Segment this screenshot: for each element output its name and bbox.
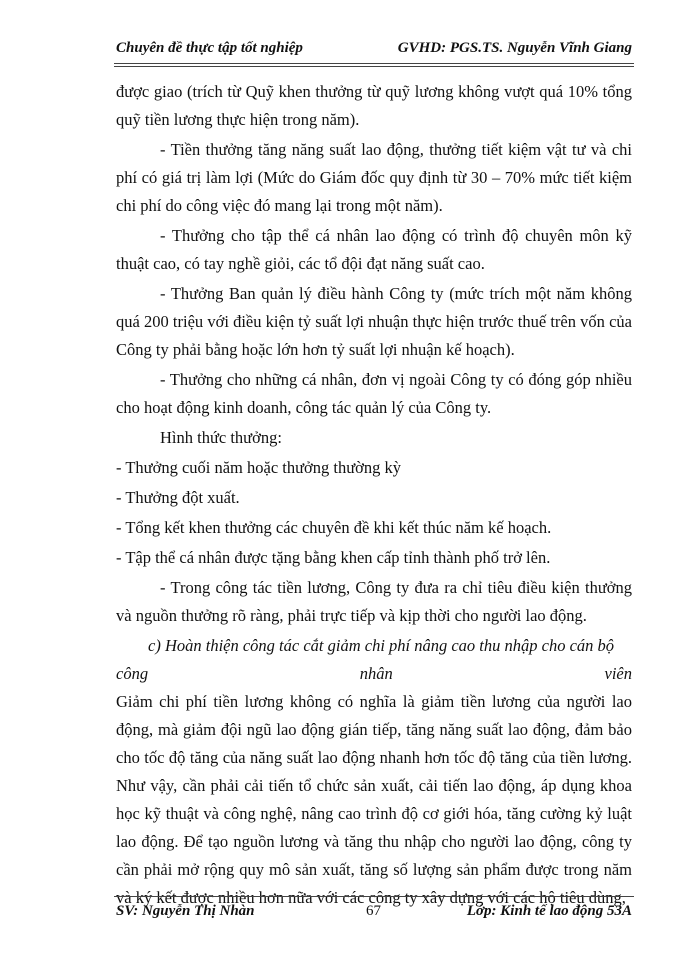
section-c-heading-line2 <box>116 660 632 688</box>
paragraph-external-bonus: - Thưởng cho những cá nhân, đơn vị ngoài Công ty có đóng góp nhiều cho hoạt động kinh doanh, công tác quản lý của Công ty. <box>116 370 632 417</box>
page-body <box>116 78 632 912</box>
footer-class: Lớp: Kinh tế lao động 53A <box>466 903 632 919</box>
paragraph-management-bonus: - Thưởng Ban quản lý điều hành Công ty (mức trích một năm không quá 200 triệu với điều kiện tỷ suất lợi nhuận thực hiện trước thuế trên vốn của Công ty phải bằng hoặc lớn hơn tỷ suất lợi nhuận kế hoạch). <box>116 284 632 359</box>
paragraph-salary-policy: - Trong công tác tiền lương, Công ty đưa ra chỉ tiêu điều kiện thưởng và nguồn thưởng rõ ràng, phải trực tiếp và kịp thời cho người lao động. <box>116 578 632 625</box>
header-rule-double <box>114 66 634 67</box>
list-item: - Tập thể cá nhân được tặng bằng khen cấp tỉnh thành phố trở lên. <box>116 548 551 567</box>
list-item: - Thưởng đột xuất. <box>116 488 240 507</box>
section-c-heading: c) Hoàn thiện công tác cắt giảm chi phí nâng cao thu nhập cho cán bộ <box>148 636 615 655</box>
footer-rule <box>114 896 634 897</box>
section-c-word: viên <box>604 664 632 683</box>
header-report-title: Chuyên đề thực tập tốt nghiệp <box>116 40 303 56</box>
section-c-word: nhân <box>359 664 393 683</box>
page-header <box>116 40 632 62</box>
header-rule <box>114 63 634 64</box>
paragraph-bonus-forms-heading: Hình thức thưởng: <box>160 428 282 447</box>
list-item: - Tổng kết khen thưởng các chuyên đề khi kết thúc năm kế hoạch. <box>116 518 552 537</box>
page-number: 67 <box>366 903 381 919</box>
header-supervisor: GVHD: PGS.TS. Nguyễn Vĩnh Giang <box>397 40 632 56</box>
list-item: - Thưởng cuối năm hoặc thưởng thường kỳ <box>116 458 402 477</box>
section-c-word: công <box>116 664 149 683</box>
paragraph-cost-reduction: Giảm chi phí tiền lương không có nghĩa là giảm tiền lương của người lao động, mà giảm đội ngũ lao động gián tiếp, tăng năng suất lao động, đảm bảo cho tốc độ tăng của năng suất lao động nhanh hơn tốc độ tăng của tiền lương. Như vậy, cần phải cải tiến tổ chức sản xuất, cải tiến lao động, áp dụng khoa học kỹ thuật và công nghệ, nâng cao trình độ cơ giới hóa, tăng cường kỷ luật lao động. Để tạo nguồn lương và tăng thu nhập cho người lao động, công ty cần phải mở rộng quy mô sản xuất, tăng số lượng sản phẩm được trong năm và ký kết được nhiều hơn nữa với các công ty xây dựng với các hộ tiêu dùng, <box>116 692 632 907</box>
paragraph-productivity-bonus: - Tiền thưởng tăng năng suất lao động, thưởng tiết kiệm vật tư và chi phí có giá trị làm lợi (Mức do Giám đốc quy định từ 30 – 70% mức tiết kiệm chi phí do công việc đó mang lại trong một năm). <box>116 140 632 215</box>
paragraph-collective-bonus: - Thưởng cho tập thể cá nhân lao động có trình độ chuyên môn kỹ thuật cao, có tay nghề giỏi, các tổ đội đạt năng suất cao. <box>116 226 632 273</box>
footer-student: SV: Nguyễn Thị Nhàn <box>116 903 255 919</box>
paragraph-continuation: được giao (trích từ Quỹ khen thưởng từ quỹ lương không vượt quá 10% tổng quỹ tiền lương thực hiện trong năm). <box>116 82 632 129</box>
page-footer <box>116 903 632 925</box>
